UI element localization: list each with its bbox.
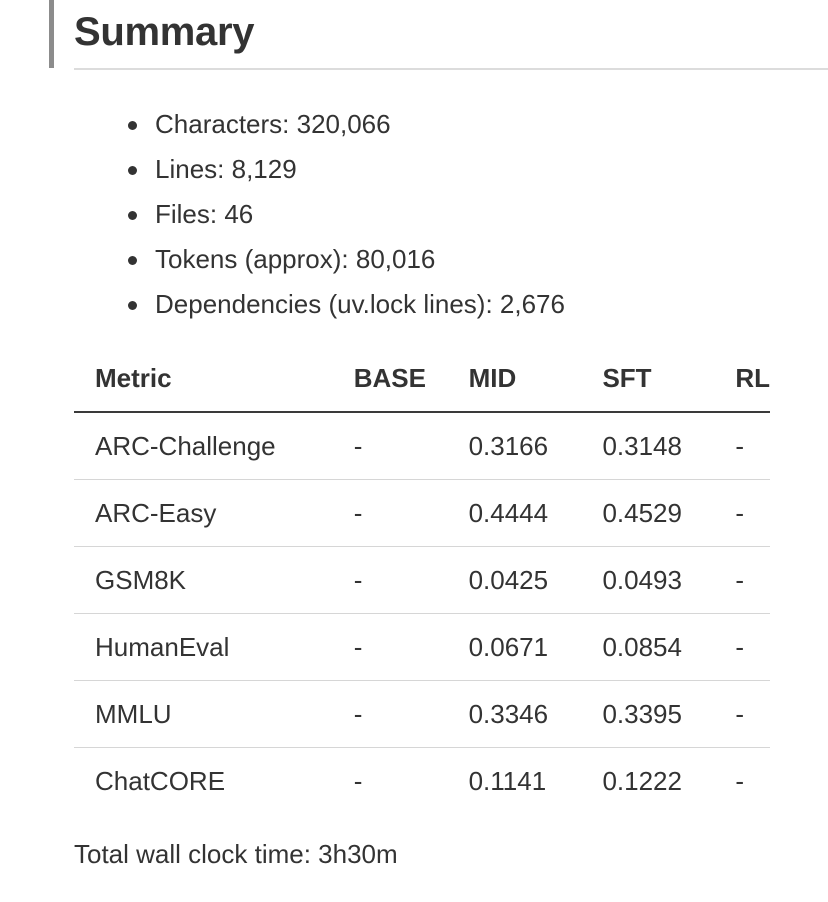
cell-mid: 0.0425 <box>469 547 603 614</box>
cell-rl: - <box>735 547 770 614</box>
stat-files: Files: 46 <box>155 192 565 237</box>
cell-sft: 0.1222 <box>602 765 682 796</box>
wall-clock-time: Total wall clock time: 3h30m <box>74 839 398 869</box>
cell-sft: 0.4529 <box>602 480 735 547</box>
cell-rl: - <box>735 681 770 748</box>
stats-list <box>155 102 565 327</box>
cell-rl: - <box>735 412 770 480</box>
table-row <box>74 547 770 614</box>
bullet-icon <box>128 211 137 220</box>
table-row <box>74 681 770 748</box>
cell-metric: MMLU <box>74 681 354 748</box>
header-rl: RL <box>735 345 770 412</box>
cell-metric: HumanEval <box>74 614 354 681</box>
bullet-icon <box>128 121 137 130</box>
table-row <box>74 412 770 480</box>
bullet-icon <box>128 166 137 175</box>
cell-metric: ChatCORE <box>95 765 226 796</box>
header-sft: SFT <box>602 345 735 412</box>
cell-rl: - <box>735 480 770 547</box>
table-header-row <box>74 345 770 412</box>
cell-rl: - <box>735 614 770 681</box>
cell-mid: 0.1141 <box>468 765 547 796</box>
table-row <box>74 480 770 547</box>
cell-metric: ARC-Challenge <box>74 412 354 480</box>
table-row <box>74 614 770 681</box>
stat-tokens: Tokens (approx): 80,016 <box>155 237 565 282</box>
header-base: BASE <box>354 345 469 412</box>
cell-rl: - <box>735 765 744 796</box>
cell-metric: ARC-Easy <box>74 480 354 547</box>
cell-base: - <box>354 480 469 547</box>
blockquote-bar <box>49 0 54 68</box>
cell-metric: GSM8K <box>74 547 354 614</box>
cell-mid: 0.0671 <box>469 614 603 681</box>
header-metric: Metric <box>74 345 354 412</box>
heading-divider <box>74 68 828 70</box>
stat-lines: Lines: 8,129 <box>155 147 565 192</box>
cell-sft: 0.3148 <box>602 412 735 480</box>
cell-base: - <box>354 547 469 614</box>
table-row <box>74 748 770 815</box>
results-table <box>74 345 770 814</box>
bullet-icon <box>128 301 137 310</box>
bullet-icon <box>128 256 137 265</box>
cell-base: - <box>353 765 363 796</box>
header-mid: MID <box>469 345 603 412</box>
cell-sft: 0.3395 <box>602 681 735 748</box>
cell-mid: 0.3166 <box>469 412 603 480</box>
cell-base: - <box>354 412 469 480</box>
stat-dependencies: Dependencies (uv.lock lines): 2,676 <box>155 282 565 327</box>
cell-mid: 0.3346 <box>469 681 603 748</box>
cell-base: - <box>354 681 469 748</box>
cell-sft: 0.0493 <box>602 547 735 614</box>
summary-heading: Summary <box>74 10 255 54</box>
stat-characters: Characters: 320,066 <box>155 102 565 147</box>
cell-base: - <box>354 614 469 681</box>
cell-sft: 0.0854 <box>602 614 735 681</box>
cell-mid: 0.4444 <box>469 480 603 547</box>
